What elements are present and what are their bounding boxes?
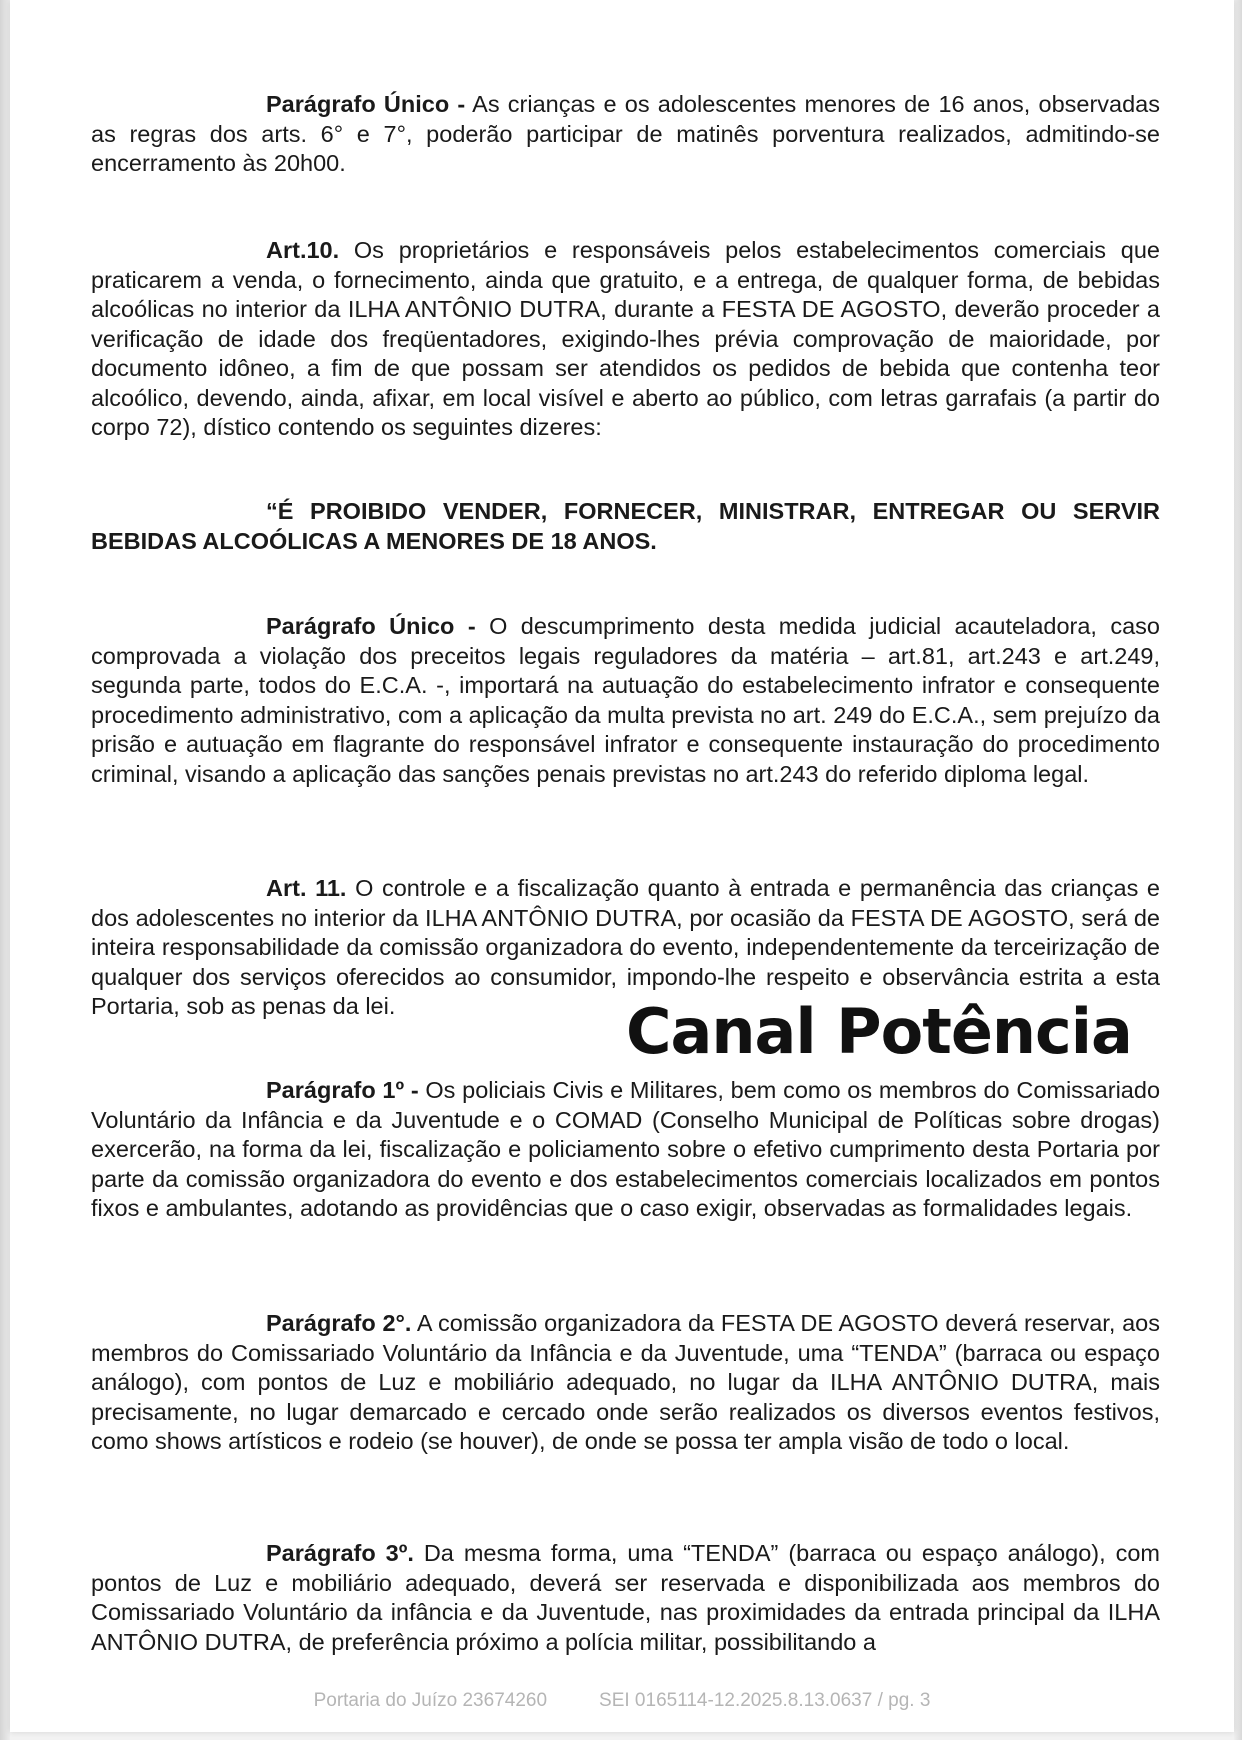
channel-watermark: Canal Potência bbox=[626, 995, 1132, 1068]
paragraph-text: As crianças e os adolescentes menores de 16 anos, observadas as regras dos arts. 6° e 7°, poderão participar de matinês porventura realizados, admitindo-se encerramento às 20h00. bbox=[91, 91, 1160, 176]
paragraph-text: Da mesma forma, uma “TENDA” (barraca ou espaço análogo), com pontos de Luz e mobiliário adequado, deverá ser reservada e disponibilizada aos membros do Comissariado Voluntário da infância e da Juventude, nas proximidades da entrada principal da ILHA ANTÔNIO DUTRA, de preferência próximo a polícia militar, possibilitando a bbox=[91, 1540, 1160, 1655]
paragraph-text: Os policiais Civis e Militares, bem como os membros do Comissariado Voluntário da Infância e da Juventude e o COMAD (Conselho Municipal de Políticas sobre drogas) exercerão, na forma da lei, fiscalização e policiamento sobre o efetivo cumprimento desta Portaria por parte da comissão organizadora do evento e dos estabelecimentos comerciais localizados em pontos fixos e ambulantes, adotando as providências que o caso exigir, observadas as formalidades legais. bbox=[91, 1077, 1161, 1221]
left-edge bbox=[0, 0, 10, 1740]
paragraph-1 bbox=[91, 1076, 1160, 1224]
article-10 bbox=[91, 236, 1160, 443]
paragraph-2 bbox=[91, 1309, 1160, 1457]
right-edge bbox=[1234, 0, 1242, 1740]
page-footer bbox=[10, 1690, 1234, 1712]
document-page bbox=[10, 0, 1234, 1732]
article-lead: Art.10. bbox=[266, 237, 340, 263]
footer-left: Portaria do Juízo 23674260 bbox=[313, 1690, 548, 1711]
paragraph-lead: Parágrafo Único - bbox=[266, 91, 466, 117]
article-text: O controle e a fiscalização quanto à entrada e permanência das crianças e dos adolescentes no interior da ILHA ANTÔNIO DUTRA, por ocasião da FESTA DE AGOSTO, será de inteira responsabilidade da comissão organizadora do evento, independentemente da terceirização de qualquer dos serviços oferecidos ao consumidor, impondo-lhe respeito e observância estrita a esta Portaria, sob as penas da lei. bbox=[91, 875, 1160, 1019]
paragraph-text: A comissão organizadora da FESTA DE AGOSTO deverá reservar, aos membros do Comissariado Voluntário da Infância e da Juventude, uma “TENDA” (barraca ou espaço análogo), com pontos de Luz e mobiliário adequado, no lugar da ILHA ANTÔNIO DUTRA, mais precisamente, no lugar demarcado e cercado onde serão realizados os diversos eventos festivos, como shows artísticos e rodeio (se houver), de onde se possa ter ampla visão de todo o local. bbox=[91, 1310, 1161, 1454]
footer-right: SEI 0165114-12.2025.8.13.0637 / pg. 3 bbox=[599, 1690, 931, 1711]
article-text: Os proprietários e responsáveis pelos estabelecimentos comerciais que praticarem a venda, o fornecimento, ainda que gratuito, e a entrega, de qualquer forma, de bebidas alcoólicas no interior da ILHA ANTÔNIO DUTRA, durante a FESTA DE AGOSTO, deverão proceder a verificação de idade dos freqüentadores, exigindo-lhes prévia comprovação de maioridade, por documento idôneo, a fim de que possam ser atendidos os pedidos de bebida que contenha teor alcoólico, devendo, ainda, afixar, em local visível e aberto ao público, com letras garrafais (a partir do corpo 72), dístico contendo os seguintes dizeres: bbox=[91, 237, 1160, 440]
paragraph-unico-1 bbox=[91, 90, 1160, 179]
article-lead: Art. 11. bbox=[266, 875, 347, 901]
paragraph-3 bbox=[91, 1539, 1160, 1657]
warning-text: “É PROIBIDO VENDER, FORNECER, MINISTRAR, ENTREGAR OU SERVIR BEBIDAS ALCOÓLICAS A MENORES DE 18 ANOS. bbox=[91, 498, 1160, 554]
paragraph-lead: Parágrafo Único - bbox=[266, 613, 476, 639]
warning-sign-text bbox=[91, 497, 1160, 556]
paragraph-text: O descumprimento desta medida judicial acauteladora, caso comprovada a violação dos preceitos legais reguladores da matéria – art.81, art.243 e art.249, segunda parte, todos do E.C.A. -, importará na autuação do estabelecimento infrator e consequente procedimento administrativo, com a aplicação da multa prevista no art. 249 do E.C.A., sem prejuízo da prisão e autuação em flagrante do responsável infrator e consequente instauração do procedimento criminal, visando a aplicação das sanções penais previstas no art.243 do referido diploma legal. bbox=[91, 613, 1161, 787]
paragraph-lead: Parágrafo 3º. bbox=[266, 1540, 414, 1566]
paragraph-unico-2 bbox=[91, 612, 1160, 789]
paragraph-lead: Parágrafo 1º - bbox=[266, 1077, 419, 1103]
paragraph-lead: Parágrafo 2°. bbox=[266, 1310, 412, 1336]
